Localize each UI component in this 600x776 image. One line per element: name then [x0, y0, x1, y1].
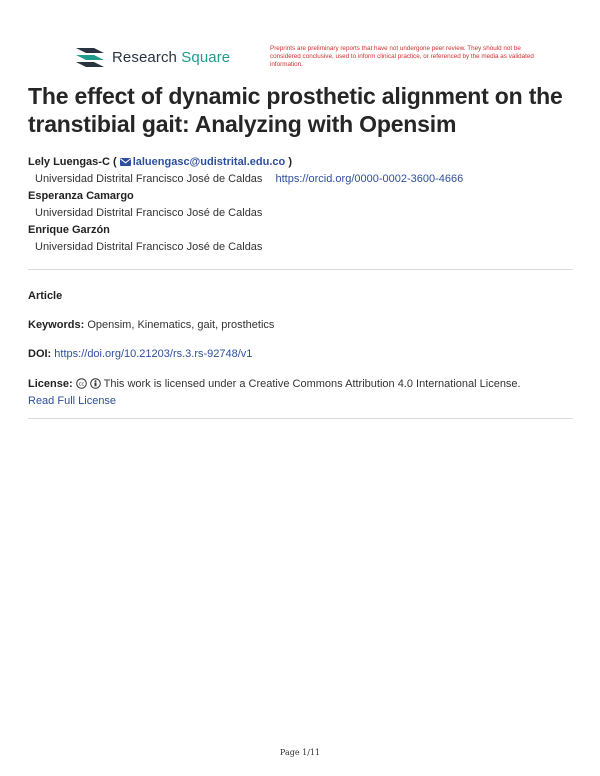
author-affiliation: Universidad Distrital Francisco José de Caldas [35, 241, 263, 253]
keywords-label: Keywords: [28, 319, 85, 331]
doi-link[interactable]: https://doi.org/10.21203/rs.3.rs-92748/v1 [54, 348, 253, 360]
author-affiliation: Universidad Distrital Francisco José de Caldas [35, 207, 263, 219]
research-square-logo-icon [74, 44, 106, 70]
article-title: The effect of dynamic prosthetic alignment on the transtibial gait: Analyzing with Opensim [28, 83, 563, 137]
svg-text:cc: cc [78, 381, 84, 388]
author-entry: Lely Luengas-C ( laluengasc@udistrital.edu.co ) [28, 156, 292, 168]
keywords-value: Opensim, Kinematics, gait, prosthetics [87, 319, 275, 331]
section-divider [28, 269, 573, 270]
brand-word-research: Research [112, 48, 177, 66]
author-name: Lely Luengas-C [28, 156, 110, 168]
author-list [28, 154, 573, 256]
attribution-icon [90, 378, 101, 389]
envelope-icon [120, 158, 131, 166]
author-email-link[interactable]: laluengasc@udistrital.edu.co [132, 156, 286, 168]
creative-commons-icon [76, 378, 87, 389]
author-name: Enrique Garzón [28, 224, 110, 236]
section-divider [28, 418, 573, 419]
article-type: Article [28, 290, 63, 302]
orcid-link[interactable]: https://orcid.org/0000-0002-3600-4666 [275, 173, 464, 185]
read-full-license-link[interactable]: Read Full License [28, 395, 117, 407]
page-number: Page 1/11 [279, 748, 321, 757]
license-row [28, 376, 573, 410]
author-name: Esperanza Camargo [28, 190, 134, 202]
license-label: License: [28, 378, 73, 390]
preprint-disclaimer: Preprints are preliminary reports that have not undergone peer review. They should not be considered conclusive, used to inform clinical practice, or referenced by the media as validated information. [270, 45, 534, 68]
keywords-row [28, 317, 573, 334]
research-square-logo[interactable] [74, 44, 230, 70]
brand-name [112, 49, 230, 66]
brand-word-square: Square [181, 48, 231, 66]
doi-label: DOI: [28, 348, 52, 360]
author-affiliation-row [28, 171, 573, 188]
author-affiliation: Universidad Distrital Francisco José de Caldas [35, 173, 263, 185]
doi-row [28, 346, 573, 363]
license-text: This work is licensed under a Creative Commons Attribution 4.0 International License. [103, 378, 521, 390]
article-type-row [28, 288, 573, 305]
